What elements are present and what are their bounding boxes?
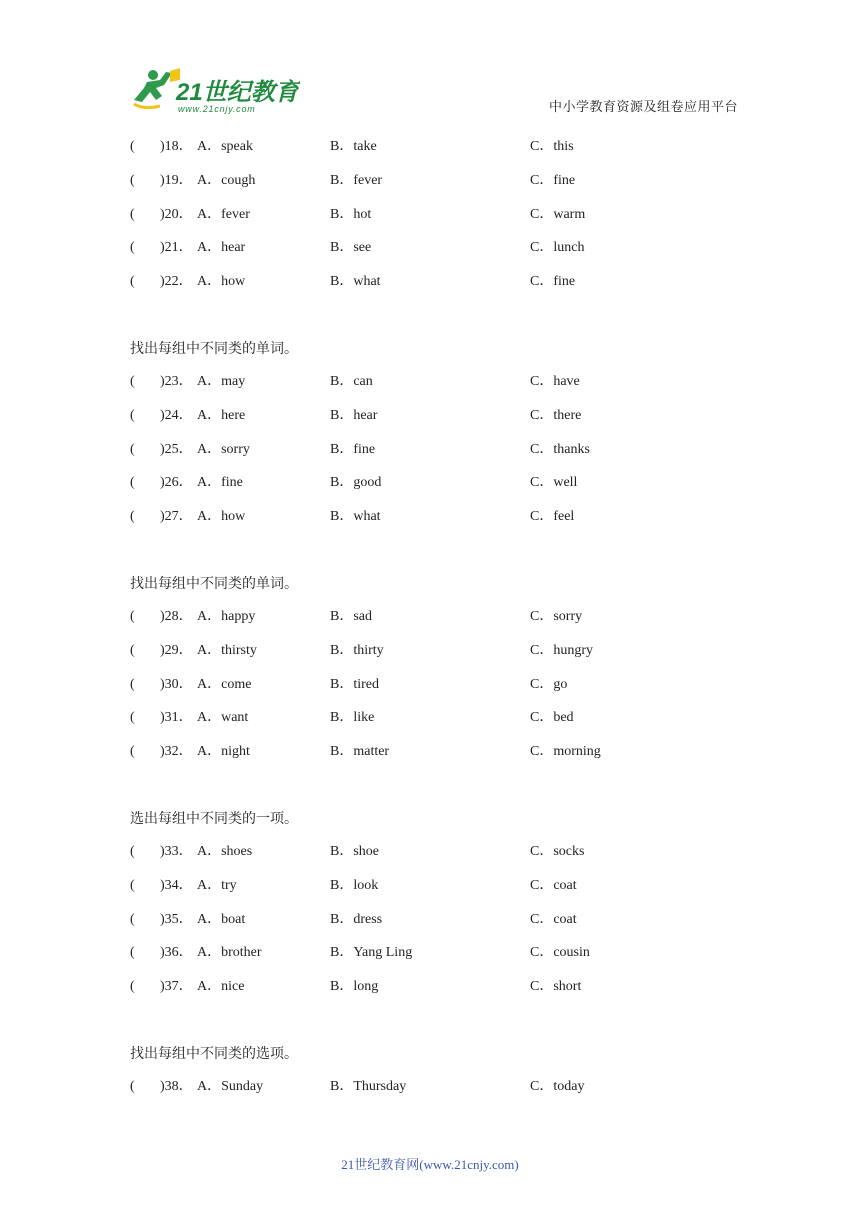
option-c: C．sorry	[530, 608, 583, 624]
logo-graphic	[120, 66, 300, 116]
question-number: )20．	[160, 206, 193, 222]
question-row	[0, 607, 860, 641]
option-b: B．see	[330, 240, 372, 256]
option-a: A．fever	[197, 206, 250, 222]
runner-head-icon	[148, 70, 158, 80]
option-c: C．socks	[530, 843, 585, 859]
question-section	[0, 338, 860, 541]
option-c: C．short	[530, 979, 582, 995]
question-number: )33．	[160, 843, 193, 859]
answer-blank[interactable]: (	[130, 475, 135, 491]
option-b: B．sad	[330, 608, 372, 624]
option-b: B．like	[330, 710, 375, 726]
svg-text:www.21cnjy.com: www.21cnjy.com	[178, 104, 256, 114]
question-row	[0, 507, 860, 541]
option-b: B．Yang Ling	[330, 945, 413, 961]
option-a: A．how	[197, 274, 246, 290]
question-row	[0, 641, 860, 675]
question-number: )32．	[160, 744, 193, 760]
question-number: )38．	[160, 1078, 193, 1094]
answer-blank[interactable]: (	[130, 744, 135, 760]
question-number: )24．	[160, 407, 193, 423]
option-c: C．there	[530, 407, 582, 423]
answer-blank[interactable]: (	[130, 642, 135, 658]
option-a: A．how	[197, 509, 246, 525]
option-c: C．lunch	[530, 240, 585, 256]
question-number: )34．	[160, 877, 193, 893]
option-c: C．warm	[530, 206, 586, 222]
answer-blank[interactable]: (	[130, 877, 135, 893]
option-a: A．fine	[197, 475, 243, 491]
answer-blank[interactable]: (	[130, 172, 135, 188]
option-c: C．go	[530, 676, 568, 692]
option-a: A．sorry	[197, 441, 250, 457]
question-row	[0, 473, 860, 507]
option-b: B．long	[330, 979, 379, 995]
question-row	[0, 1077, 860, 1111]
option-c: C．thanks	[530, 441, 590, 457]
option-c: C．fine	[530, 274, 576, 290]
option-c: C．coat	[530, 877, 577, 893]
option-c: C．feel	[530, 509, 575, 525]
question-row	[0, 272, 860, 306]
option-b: B．thirty	[330, 642, 384, 658]
question-number: )37．	[160, 979, 193, 995]
swoosh-icon	[134, 104, 160, 108]
page-header	[0, 0, 860, 130]
answer-blank[interactable]: (	[130, 710, 135, 726]
question-section	[0, 137, 860, 306]
option-b: B．what	[330, 274, 381, 290]
question-row	[0, 238, 860, 272]
option-b: B．Thursday	[330, 1078, 407, 1094]
option-b: B．can	[330, 373, 373, 389]
question-number: )27．	[160, 509, 193, 525]
option-b: B．matter	[330, 744, 390, 760]
question-row	[0, 372, 860, 406]
option-c: C．coat	[530, 911, 577, 927]
question-row	[0, 977, 860, 1011]
option-c: C．today	[530, 1078, 585, 1094]
question-number: )22．	[160, 274, 193, 290]
svg-text:21世纪教育: 21世纪教育	[176, 79, 299, 106]
section-instruction: 找出每组中不同类的单词。	[130, 576, 298, 592]
option-a: A．thirsty	[197, 642, 257, 658]
option-a: A．speak	[197, 139, 253, 154]
option-a: A．hear	[197, 240, 246, 256]
section-instruction: 选出每组中不同类的一项。	[130, 811, 298, 827]
question-number: )29．	[160, 642, 193, 658]
question-number: )23．	[160, 373, 193, 389]
option-b: B．fine	[330, 441, 376, 457]
option-b: B．good	[330, 475, 382, 491]
question-row	[0, 675, 860, 709]
question-number: )28．	[160, 608, 193, 624]
option-a: A．here	[197, 407, 246, 423]
question-section	[0, 1043, 860, 1111]
option-b: B．take	[330, 139, 377, 154]
option-b: B．hear	[330, 407, 378, 423]
option-a: A．want	[197, 710, 249, 726]
answer-blank[interactable]: (	[130, 441, 135, 457]
question-number: )25．	[160, 441, 193, 457]
option-c: C．morning	[530, 744, 601, 760]
question-number: )36．	[160, 945, 193, 961]
question-number: )30．	[160, 676, 193, 692]
option-a: A．shoes	[197, 843, 253, 859]
option-a: A．boat	[197, 911, 246, 927]
question-row	[0, 708, 860, 742]
option-a: A．cough	[197, 172, 256, 188]
option-b: B．hot	[330, 206, 372, 222]
option-b: B．dress	[330, 911, 383, 927]
section-instruction: 找出每组中不同类的单词。	[130, 341, 298, 357]
question-section	[0, 808, 860, 1011]
answer-blank[interactable]: (	[130, 206, 135, 222]
question-number: )26．	[160, 475, 193, 491]
answer-blank[interactable]: (	[130, 676, 135, 692]
option-a: A．may	[197, 373, 246, 389]
option-a: A．Sunday	[197, 1078, 264, 1094]
question-number: )21．	[160, 240, 193, 256]
answer-blank[interactable]: (	[130, 274, 135, 290]
question-row	[0, 406, 860, 440]
option-a: A．night	[197, 744, 250, 760]
answer-blank[interactable]: (	[130, 911, 135, 927]
answer-blank[interactable]: (	[130, 1078, 135, 1094]
answer-blank[interactable]: (	[130, 945, 135, 961]
answer-blank[interactable]: (	[130, 608, 135, 624]
answer-blank[interactable]: (	[130, 139, 135, 154]
question-number: )18．	[160, 139, 193, 154]
option-a: A．try	[197, 877, 237, 893]
question-row	[0, 842, 860, 876]
answer-blank[interactable]: (	[130, 373, 135, 389]
option-c: C．cousin	[530, 945, 590, 961]
answer-blank[interactable]: (	[130, 509, 135, 525]
option-c: C．bed	[530, 710, 574, 726]
question-row	[0, 876, 860, 910]
option-a: A．nice	[197, 979, 245, 995]
option-c: C．have	[530, 373, 580, 389]
section-instruction: 找出每组中不同类的选项。	[130, 1046, 298, 1062]
option-a: A．happy	[197, 608, 256, 624]
option-c: C．well	[530, 475, 578, 491]
option-a: A．brother	[197, 945, 262, 961]
answer-blank[interactable]: (	[130, 843, 135, 859]
question-number: )19．	[160, 172, 193, 188]
question-row	[0, 205, 860, 239]
question-row	[0, 742, 860, 776]
option-c: C．hungry	[530, 642, 593, 658]
logo	[120, 66, 300, 116]
option-b: B．look	[330, 877, 379, 893]
answer-blank[interactable]: (	[130, 407, 135, 423]
option-a: A．come	[197, 676, 252, 692]
question-section	[0, 573, 860, 776]
question-list	[0, 137, 860, 1111]
footer-text[interactable]: 21世纪教育网(www.21cnjy.com)	[341, 1157, 519, 1172]
question-row	[0, 943, 860, 977]
question-number: )35．	[160, 911, 193, 927]
option-b: B．what	[330, 509, 381, 525]
answer-blank[interactable]: (	[130, 979, 135, 995]
option-b: B．shoe	[330, 843, 379, 859]
answer-blank[interactable]: (	[130, 240, 135, 256]
option-c: C．fine	[530, 172, 576, 188]
question-row	[0, 171, 860, 205]
question-row	[0, 440, 860, 474]
option-c: C．this	[530, 139, 574, 154]
question-row	[0, 910, 860, 944]
option-b: B．fever	[330, 172, 383, 188]
platform-slogan: 中小学教育资源及组卷应用平台	[549, 99, 739, 114]
question-number: )31．	[160, 710, 193, 726]
option-b: B．tired	[330, 676, 379, 692]
question-row	[0, 137, 860, 171]
